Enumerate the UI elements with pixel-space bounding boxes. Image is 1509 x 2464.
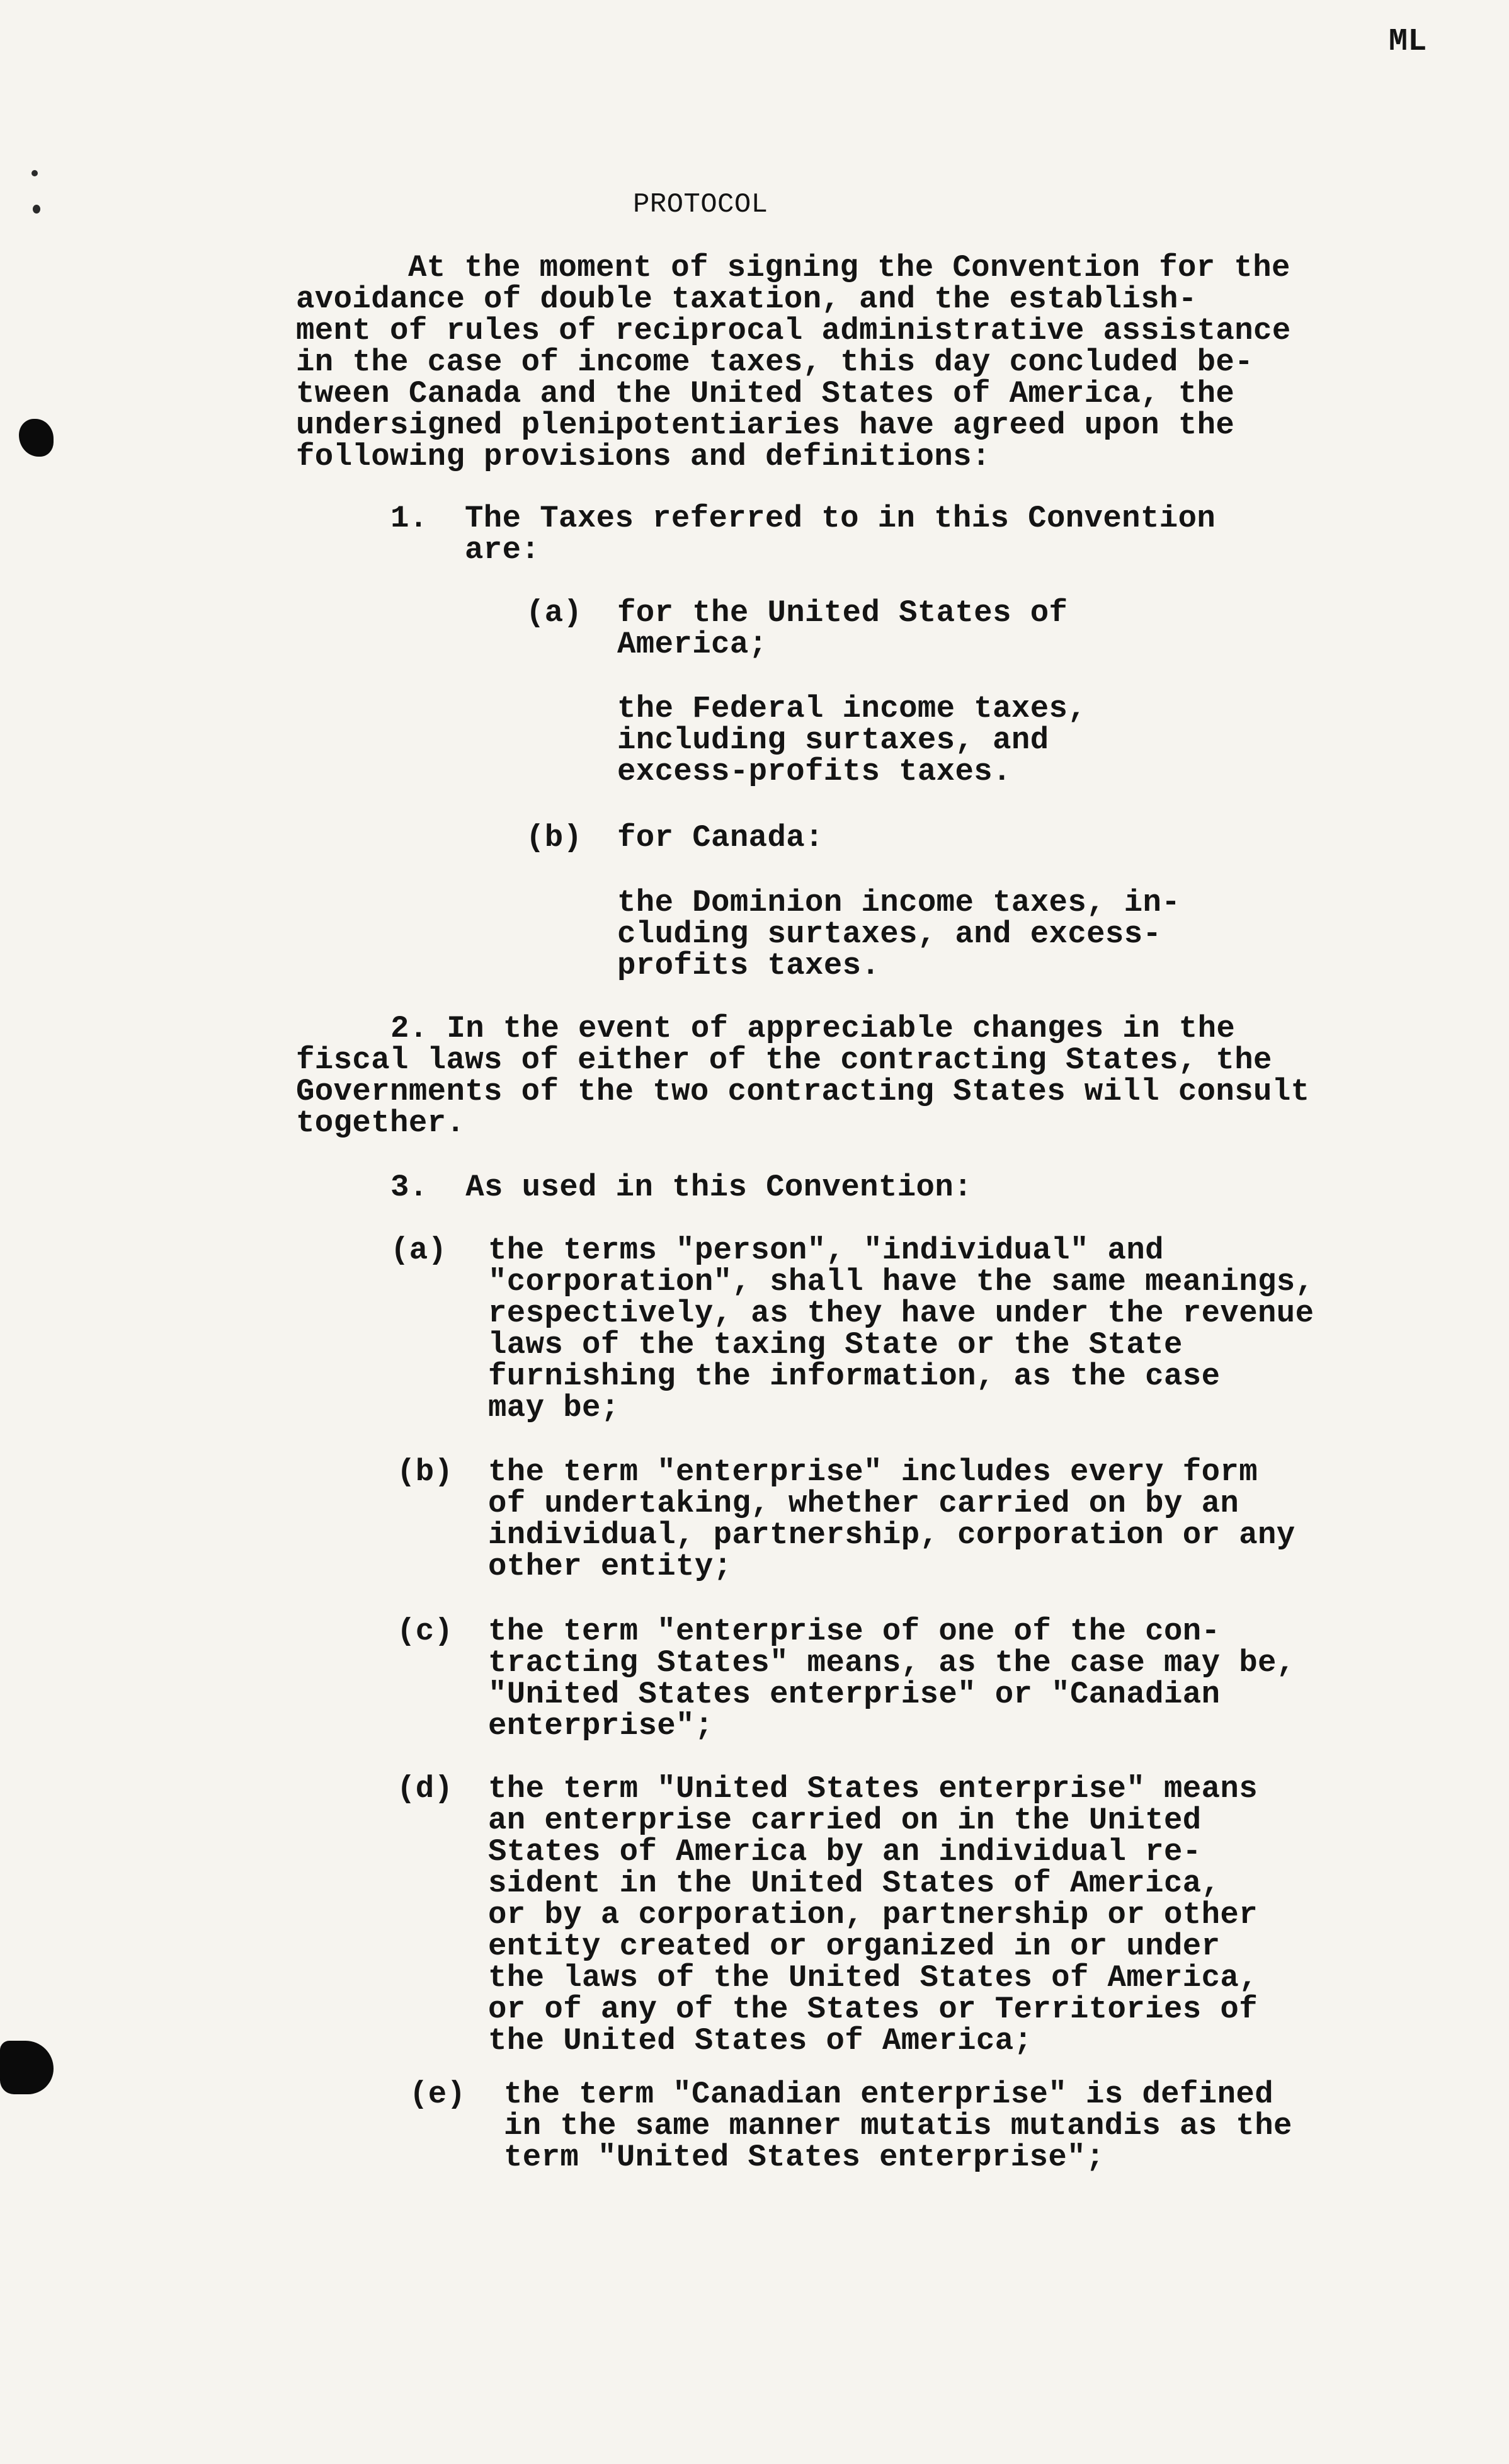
provision-1-line: are:: [465, 532, 540, 568]
definition-a-line: "corporation", shall have the same meanings,: [488, 1264, 1314, 1299]
provision-1a-detail: including surtaxes, and: [617, 722, 1049, 758]
definition-b-line: the term "enterprise" includes every form: [488, 1454, 1258, 1490]
definition-c-label: (c): [397, 1614, 453, 1649]
provision-3-heading: 3. As used in this Convention:: [390, 1170, 972, 1205]
definition-a-line: may be;: [488, 1390, 620, 1425]
intro-line: At the moment of signing the Convention for the: [408, 250, 1290, 285]
intro-line: in the case of income taxes, this day concluded be-: [296, 345, 1254, 380]
intro-line: ment of rules of reciprocal administrative assistance: [296, 313, 1291, 348]
provision-1-line: The Taxes referred to in this Convention: [465, 501, 1216, 536]
definition-d-line: the laws of the United States of America,: [488, 1960, 1258, 1995]
provision-1-number: 1.: [390, 501, 428, 536]
definition-d-line: States of America by an individual re-: [488, 1834, 1202, 1869]
definition-e-label: (e): [409, 2077, 466, 2112]
definition-c-line: "United States enterprise" or "Canadian: [488, 1677, 1221, 1712]
scan-speck: [33, 205, 40, 214]
provision-2-line: Governments of the two contracting States will consult: [296, 1074, 1310, 1109]
intro-line: following provisions and definitions:: [296, 439, 991, 474]
provision-1a-detail: the Federal income taxes,: [617, 691, 1087, 726]
definition-d-line: sident in the United States of America,: [488, 1866, 1221, 1901]
provision-1b-detail: profits taxes.: [617, 948, 880, 983]
provision-1a-detail: excess-profits taxes.: [617, 754, 1011, 789]
page-initials: ML: [1389, 24, 1427, 60]
definition-d-label: (d): [397, 1771, 453, 1806]
definition-a-line: the terms "person", "individual" and: [488, 1233, 1164, 1268]
provision-1b-label: (b): [526, 820, 583, 855]
definition-e-line: in the same manner mutatis mutandis as the: [504, 2108, 1292, 2143]
definition-e-line: the term "Canadian enterprise" is defined: [504, 2077, 1273, 2112]
intro-line: tween Canada and the United States of America, the: [296, 376, 1235, 411]
definition-c-line: the term "enterprise of one of the con-: [488, 1614, 1221, 1649]
intro-line: avoidance of double taxation, and the establish-: [296, 282, 1197, 317]
ink-blot: [0, 2041, 54, 2094]
provision-1a-label: (a): [526, 595, 583, 630]
definition-c-line: enterprise";: [488, 1708, 714, 1743]
definition-b-line: other entity;: [488, 1549, 732, 1584]
definition-c-line: tracting States" means, as the case may be,: [488, 1645, 1295, 1680]
definition-b-line: of undertaking, whether carried on by an: [488, 1486, 1239, 1521]
definition-a-line: furnishing the information, as the case: [488, 1359, 1221, 1394]
document-title: PROTOCOL: [633, 189, 768, 220]
definition-d-line: the term "United States enterprise" means: [488, 1771, 1258, 1806]
definition-d-line: entity created or organized in or under: [488, 1929, 1221, 1964]
definition-d-line: or by a corporation, partnership or other: [488, 1897, 1258, 1932]
definition-a-label: (a): [390, 1233, 447, 1268]
provision-1b-line: for Canada:: [617, 820, 824, 855]
scan-speck: [31, 170, 38, 176]
intro-line: undersigned plenipotentiaries have agreed upon the: [296, 408, 1235, 443]
provision-2-line: together.: [296, 1105, 465, 1141]
definition-b-line: individual, partnership, corporation or any: [488, 1517, 1295, 1553]
definition-b-label: (b): [397, 1454, 453, 1490]
provision-1b-detail: cluding surtaxes, and excess-: [617, 916, 1162, 952]
definition-d-line: an enterprise carried on in the United: [488, 1803, 1202, 1838]
definition-d-line: the United States of America;: [488, 2023, 1033, 2058]
provision-1a-line: for the United States of: [617, 595, 1068, 630]
definition-a-line: laws of the taxing State or the State: [488, 1327, 1183, 1362]
provision-1a-line: America;: [617, 627, 768, 662]
definition-d-line: or of any of the States or Territories of: [488, 1992, 1258, 2027]
provision-2-line: 2. In the event of appreciable changes in the: [390, 1011, 1236, 1046]
definition-a-line: respectively, as they have under the revenue: [488, 1296, 1314, 1331]
ink-blot: [19, 419, 54, 457]
provision-1b-detail: the Dominion income taxes, in-: [617, 885, 1181, 920]
definition-e-line: term "United States enterprise";: [504, 2140, 1105, 2175]
provision-2-line: fiscal laws of either of the contracting States, the: [296, 1042, 1272, 1078]
